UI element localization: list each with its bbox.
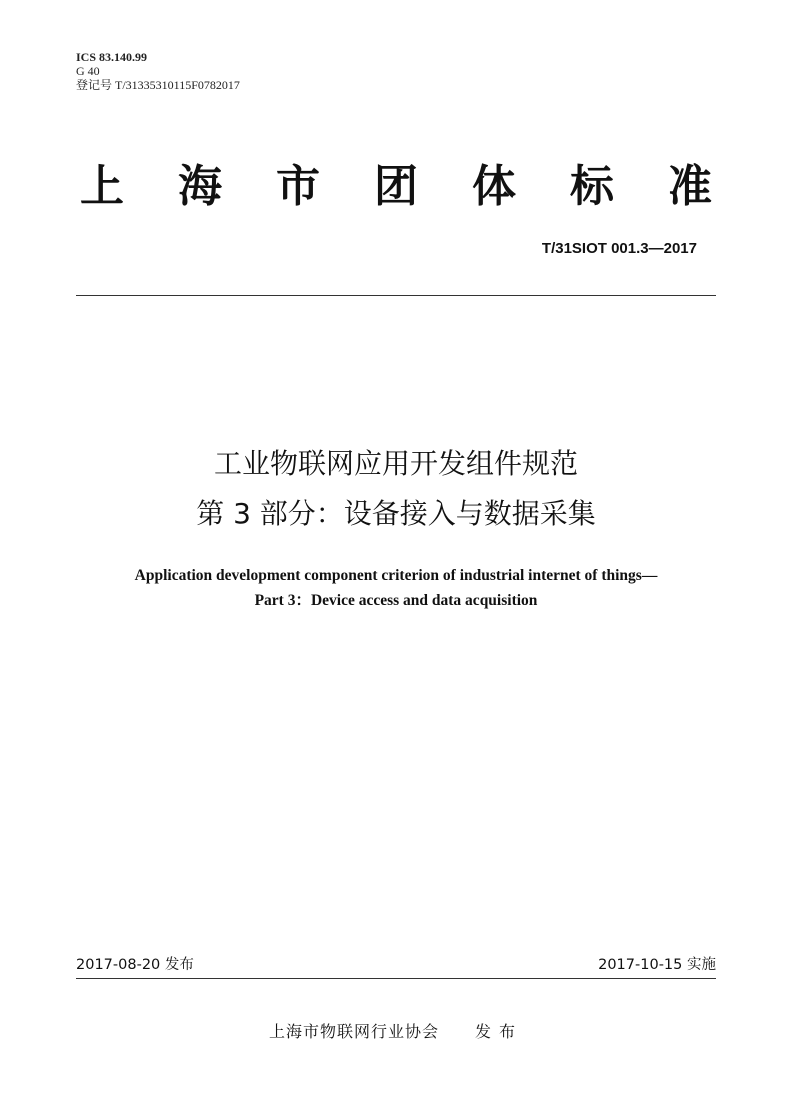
- title-char: 市: [276, 161, 320, 212]
- footer-divider: [76, 978, 716, 979]
- implementation-date: 2017-10-15 实施: [598, 957, 716, 973]
- ics-code: ICS 83.140.99: [76, 50, 148, 64]
- title-char: 团: [374, 161, 418, 212]
- publish-label: 发布: [475, 1022, 524, 1041]
- standard-type-title: [80, 162, 712, 212]
- release-date: 2017-08-20 发布: [76, 957, 194, 973]
- header-divider: [76, 295, 716, 296]
- english-title-line1: Application development component criterion of industrial internet of things—: [134, 567, 658, 584]
- publisher-organization: 上海市物联网行业协会: [268, 1022, 439, 1041]
- title-char: 标: [570, 161, 614, 212]
- title-char: 上: [80, 161, 124, 212]
- standard-code: T/31SIOT 001.3—2017: [541, 240, 697, 257]
- title-char: 准: [668, 161, 712, 212]
- title-char: 体: [472, 161, 516, 212]
- registration-number: 登记号 T/31335310115F0782017: [76, 78, 240, 92]
- publisher: [0, 1019, 792, 1042]
- document-metadata: [76, 50, 240, 92]
- english-title-line2: Part 3：Device access and data acquisition: [254, 592, 538, 609]
- title-char: 海: [178, 161, 222, 212]
- chinese-title-line1: 工业物联网应用开发组件规范: [213, 447, 578, 480]
- chinese-title-line2: 第 3 部分：设备接入与数据采集: [196, 497, 596, 530]
- ccs-code: G 40: [76, 64, 100, 78]
